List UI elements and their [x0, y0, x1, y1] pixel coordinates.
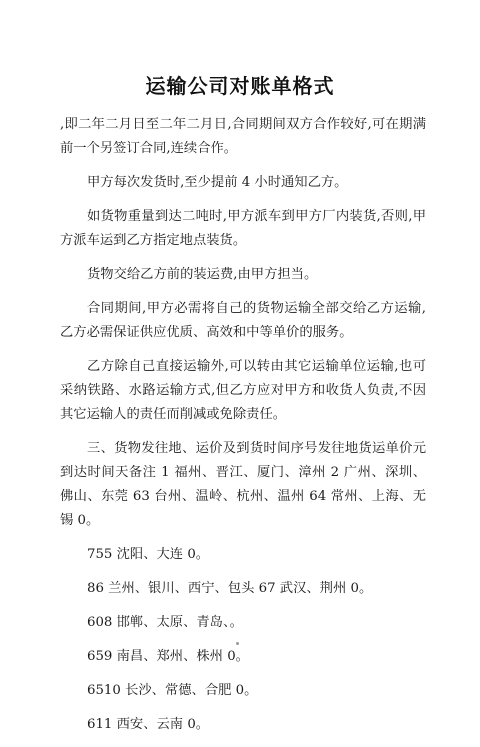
paragraph: ,即二年二月日至二年二月日,合同期间双方合作较好,可在期满前一个另签订合同,连续合作。 — [60, 117, 426, 156]
paragraph: 755 沈阳、大连 0。 — [87, 547, 210, 562]
document-body — [60, 113, 426, 747]
paragraph: 6510 长沙、常德、合肥 0。 — [87, 683, 258, 698]
paragraph: 86 兰州、银川、西宁、包头 67 武汉、荆州 0。 — [87, 581, 373, 596]
page-marker-dot — [236, 642, 239, 645]
paragraph: 659 南昌、郑州、株州 0。 — [87, 649, 249, 664]
paragraph: 三、货物发往地、运价及到货时间序号发往地货运单价元到达时间天备注 1 福州、晋江、厦门、漳州 2 广州、深圳、佛山、东莞 63 台州、温岭、杭州、温州 64 常州、上海、无锡 0。 — [60, 441, 426, 528]
paragraph: 如货物重量到达二吨时,甲方派车到甲方厂内装货,否则,甲方派车运到乙方指定地点装货。 — [60, 209, 426, 248]
document-title: 运输公司对账单格式 — [145, 74, 335, 98]
paragraph: 货物交给乙方前的装运费,由甲方担当。 — [87, 267, 318, 282]
paragraph: 608 邯郸、太原、青岛、。 — [87, 615, 243, 630]
paragraph: 甲方每次发货时,至少提前 4 小时通知乙方。 — [87, 175, 348, 190]
paragraph: 乙方除自己直接运输外,可以转由其它运输单位运输,也可采纳铁路、水路运输方式,但乙方应对甲方和收货人负责,不因其它运输人的责任而削减或免除责任。 — [60, 359, 426, 422]
paragraph: 合同期间,甲方必需将自己的货物运输全部交给乙方运输,乙方必需保证供应优质、高效和中等单价的服务。 — [60, 301, 426, 340]
paragraph: 611 西安、云南 0。 — [87, 717, 210, 732]
